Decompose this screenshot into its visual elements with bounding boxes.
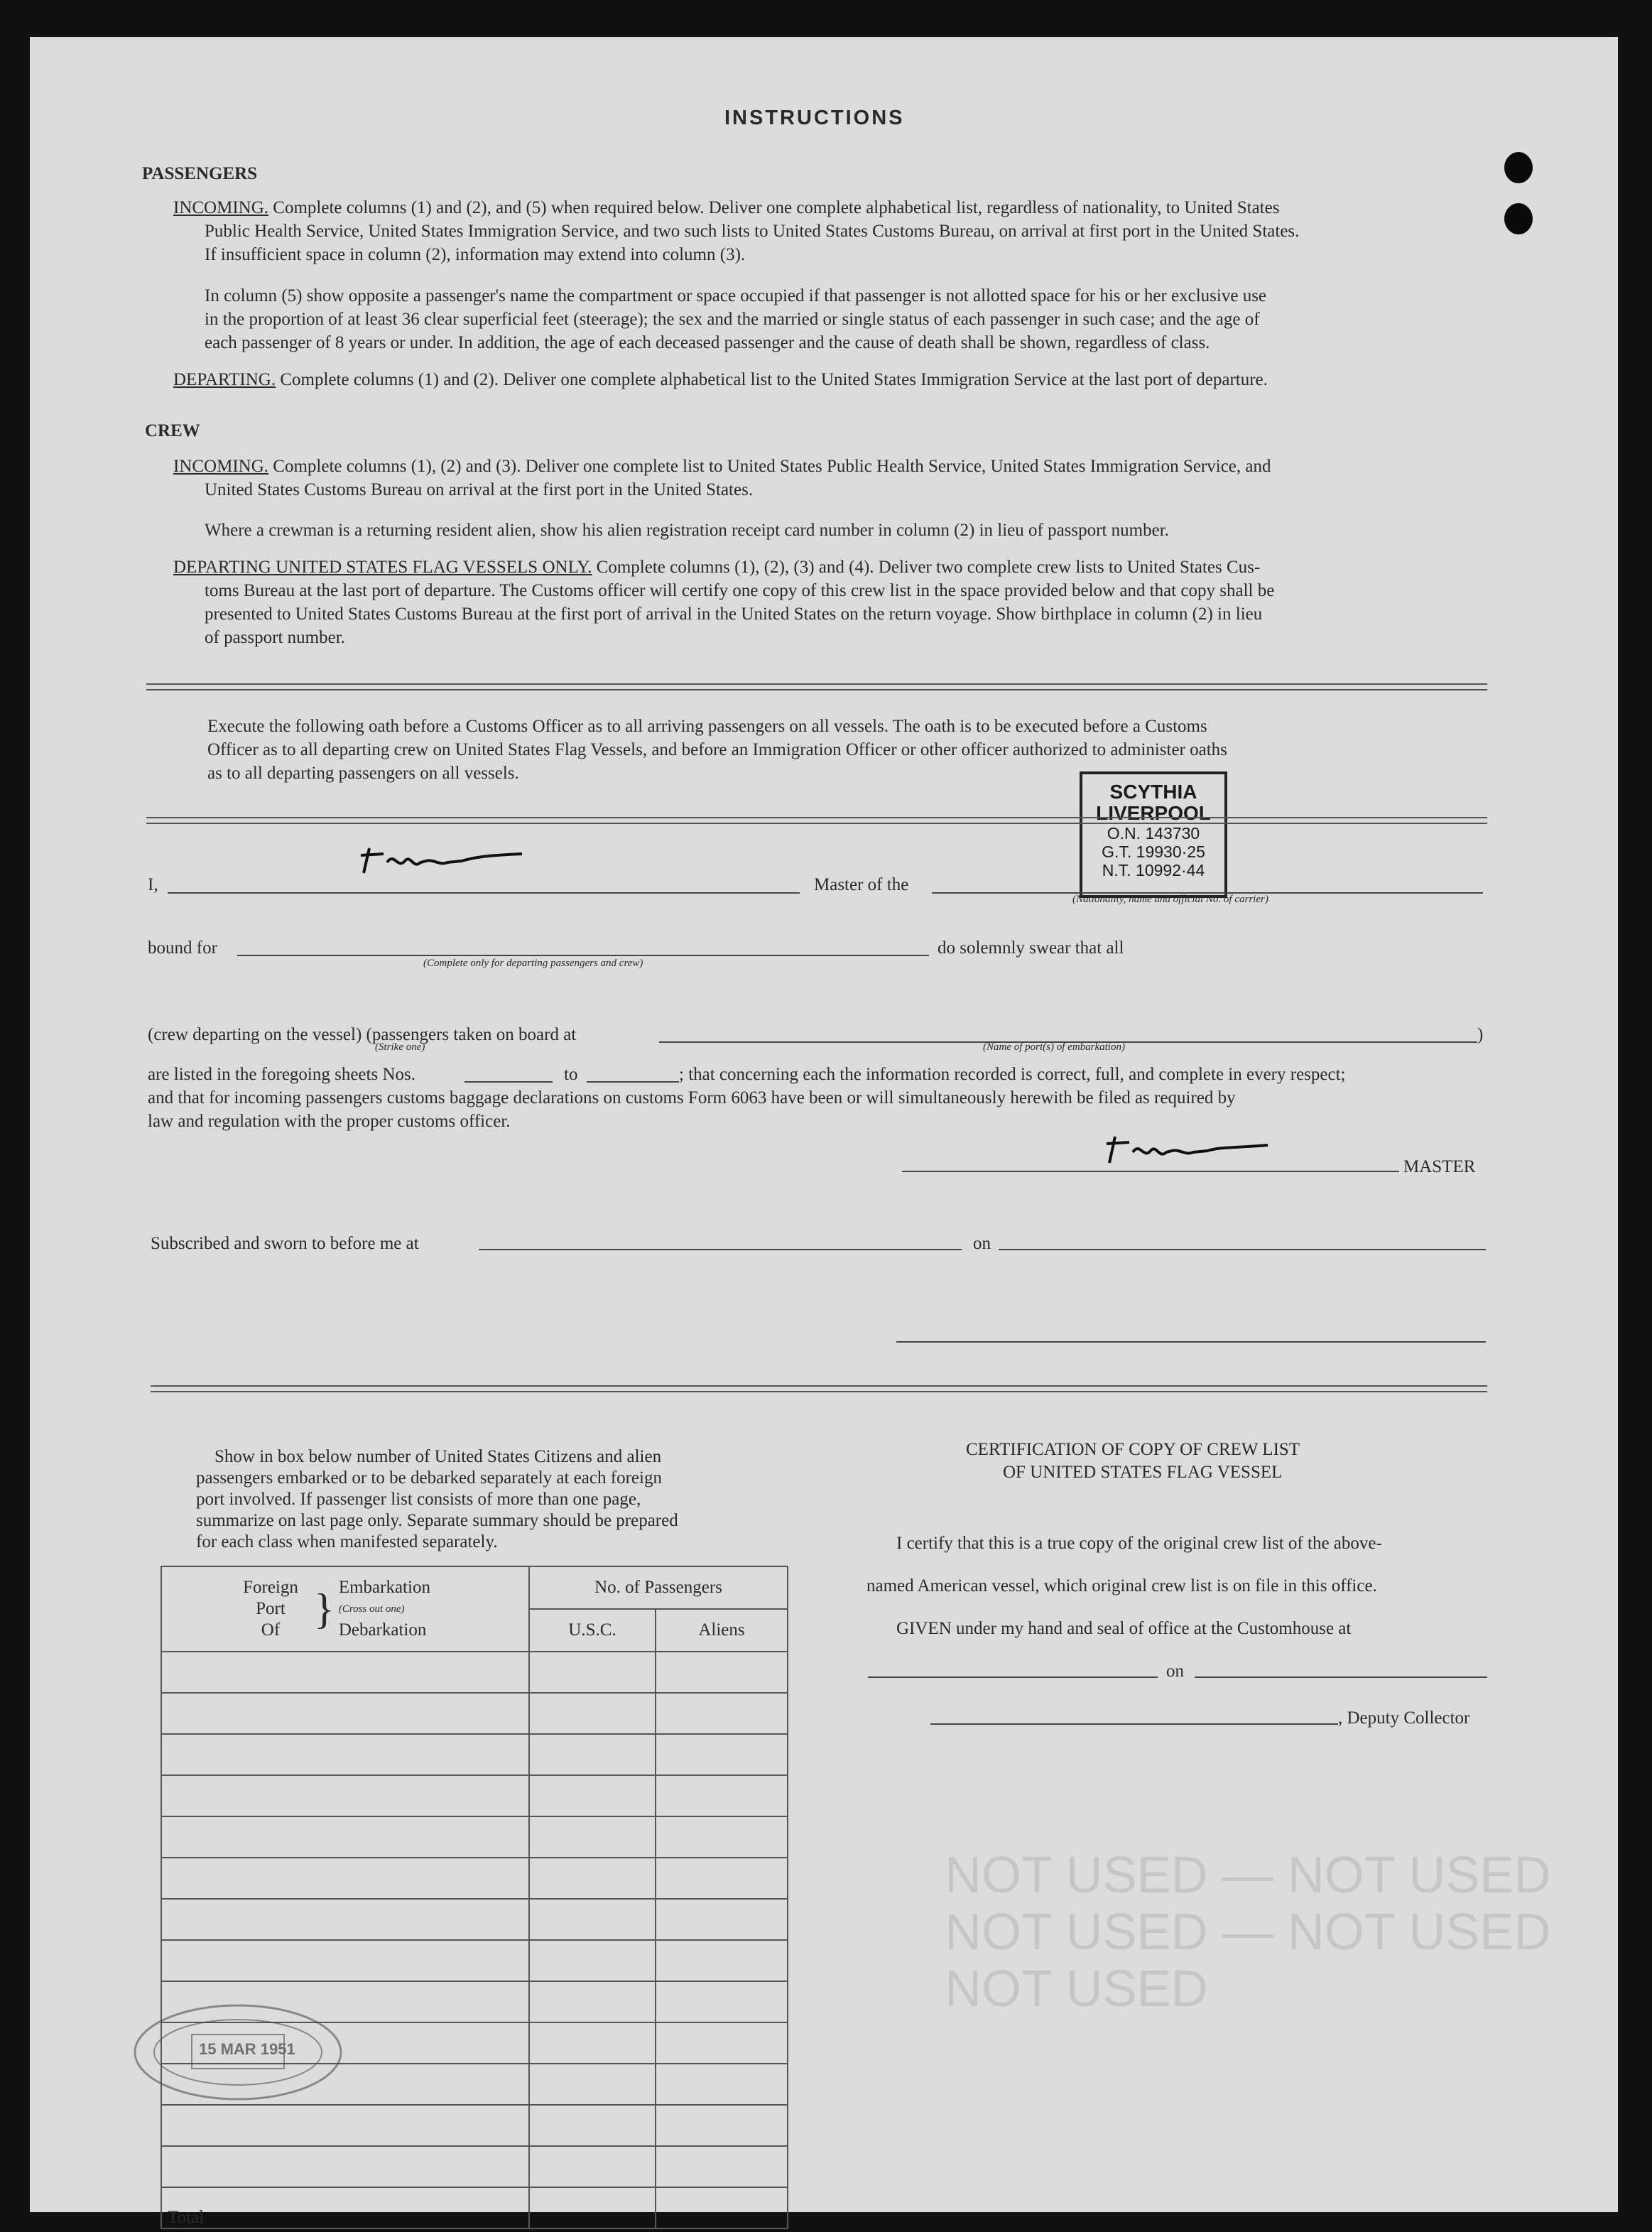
- crew-flag-l3: presented to United States Customs Bureau at the first port of arrival in the United States on the return voyage. Show birthplace in column (2) in lieu: [205, 605, 1263, 624]
- date-stamp-text: 15 MAR 1951: [199, 2040, 295, 2058]
- cert-l2: named American vessel, which original crew list is on file in this office.: [866, 1576, 1377, 1596]
- port-cell[interactable]: [161, 1775, 529, 1816]
- col5-l3: each passenger of 8 years or under. In addition, the age of each deceased passenger and the cause of death shall be shown, regardless of class.: [205, 333, 1210, 352]
- usc-cell[interactable]: [529, 1816, 656, 1858]
- usc-cell[interactable]: [529, 1858, 656, 1899]
- usc-cell[interactable]: [529, 1693, 656, 1734]
- ports-caption: (Name of port(s) of embarkation): [983, 1041, 1125, 1053]
- port-cell[interactable]: [161, 1734, 529, 1775]
- listed-sheets-b: ; that concerning each the information recorded is correct, full, and complete in every respect;: [679, 1065, 1346, 1084]
- port-cell[interactable]: [161, 1940, 529, 1981]
- master-signature-1: [355, 841, 533, 884]
- aliens-total-cell[interactable]: [656, 2187, 788, 2228]
- usc-cell[interactable]: [529, 1775, 656, 1816]
- stamp-ship-name: SCYTHIA: [1109, 781, 1197, 803]
- master-signature-2: [1101, 1131, 1278, 1174]
- master-of-label: Master of the: [814, 875, 909, 894]
- usc-cell[interactable]: [529, 2146, 656, 2187]
- stamp-gt: G.T. 19930·25: [1102, 843, 1205, 861]
- strike-one-caption: (Strike one): [375, 1041, 425, 1053]
- table-row: [161, 2146, 788, 2187]
- cert-on: on: [1166, 1662, 1184, 1681]
- crew-resident: Where a crewman is a returning resident alien, show his alien registration receipt card number in column (2) in lieu of passport number.: [205, 521, 1169, 540]
- aliens-cell[interactable]: [656, 1981, 788, 2022]
- total-label: Total: [161, 2187, 529, 2228]
- passengers-incoming-l3: If insufficient space in column (2), information may extend into column (3).: [205, 245, 746, 264]
- usc-cell[interactable]: [529, 2022, 656, 2064]
- cert-customhouse-line: [868, 1676, 1158, 1678]
- listed-l3: law and regulation with the proper customs officer.: [148, 1112, 511, 1131]
- aliens-header: Aliens: [656, 1609, 788, 1652]
- aliens-cell[interactable]: [656, 2105, 788, 2146]
- listed-to: to: [564, 1065, 578, 1084]
- divider-3: [151, 1385, 1487, 1392]
- usc-total-cell[interactable]: [529, 2187, 656, 2228]
- crew-incoming: [173, 455, 1271, 478]
- aliens-cell[interactable]: [656, 1693, 788, 1734]
- usc-cell[interactable]: [529, 1734, 656, 1775]
- swear-text: do solemnly swear that all: [938, 938, 1124, 958]
- usc-cell[interactable]: [529, 1899, 656, 1940]
- aliens-cell[interactable]: [656, 1940, 788, 1981]
- table-row: [161, 1899, 788, 1940]
- stamp-on: O.N. 143730: [1107, 824, 1200, 843]
- crew-flag-l2: toms Bureau at the last port of departure. The Customs officer will certify one copy of this crew list in the space provided below and that copy shall be: [205, 581, 1275, 600]
- col5-l2: in the proportion of at least 36 clear superficial feet (steerage); the sex and the married or single status of each passenger in such case; and the age of: [205, 310, 1260, 329]
- bound-for-line: [237, 955, 929, 956]
- listed-sheets-a: are listed in the foregoing sheets Nos.: [148, 1065, 415, 1084]
- passengers-incoming: [173, 196, 1279, 220]
- aliens-cell[interactable]: [656, 1652, 788, 1693]
- aliens-cell[interactable]: [656, 1734, 788, 1775]
- passengers-departing-label: DEPARTING.: [173, 370, 276, 389]
- stamp-port: LIVERPOOL: [1096, 802, 1211, 824]
- table-row: [161, 1940, 788, 1981]
- listed-l2: and that for incoming passengers customs baggage declarations on customs Form 6063 have been or will simultaneously herewith be filed as required by: [148, 1088, 1236, 1107]
- table-row: [161, 1816, 788, 1858]
- punch-hole-top: [1504, 152, 1533, 183]
- summary-l3: port involved. If passenger list consists of more than one page,: [196, 1490, 641, 1509]
- aliens-cell[interactable]: [656, 2146, 788, 2187]
- table-header-row: [161, 1566, 788, 1609]
- master-signature-line: [902, 1171, 1399, 1172]
- bound-for-caption: (Complete only for departing passengers and crew): [423, 958, 643, 969]
- page-title: INSTRUCTIONS: [724, 107, 905, 129]
- oath-i: I,: [148, 875, 158, 894]
- crew-incoming-label: INCOMING.: [173, 457, 269, 476]
- aliens-cell[interactable]: [656, 1775, 788, 1816]
- port-cell[interactable]: [161, 1652, 529, 1693]
- summary-l5: for each class when manifested separately.: [196, 1532, 498, 1551]
- sheet-to-line: [587, 1081, 679, 1083]
- port-cell[interactable]: [161, 1858, 529, 1899]
- officer-signature-line: [896, 1341, 1486, 1343]
- crew-flag-l4: of passport number.: [205, 628, 345, 647]
- table-row: [161, 1652, 788, 1693]
- passengers-incoming-l2: Public Health Service, United States Immigration Service, and two such lists to United States Customs Bureau, on arrival at first port in the United States.: [205, 222, 1300, 241]
- close-paren: ): [1477, 1025, 1484, 1044]
- bleed-through: NOT USED — NOT USED NOT USED — NOT USED NOT USED: [945, 1847, 1551, 2017]
- cert-heading-1: CERTIFICATION OF COPY OF CREW LIST: [966, 1440, 1300, 1459]
- usc-cell[interactable]: [529, 2105, 656, 2146]
- cross-out-caption: (Cross out one): [338, 1603, 405, 1615]
- usc-header: U.S.C.: [529, 1609, 656, 1652]
- summary-l4: summarize on last page only. Separate summary should be prepared: [196, 1511, 678, 1530]
- sheet-from-line: [464, 1081, 553, 1083]
- table-row: [161, 1775, 788, 1816]
- cert-heading-2: OF UNITED STATES FLAG VESSEL: [1003, 1463, 1283, 1482]
- deputy-collector-label: , Deputy Collector: [1338, 1708, 1470, 1728]
- oath-intro-l1: Execute the following oath before a Customs Officer as to all arriving passengers on all vessels. The oath is to be executed before a Customs: [207, 717, 1207, 736]
- crew-flag-label: DEPARTING UNITED STATES FLAG VESSELS ONLY.: [173, 558, 592, 577]
- subscribed-date-line: [999, 1249, 1486, 1250]
- usc-cell[interactable]: [529, 1940, 656, 1981]
- crew-incoming-l2: United States Customs Bureau on arrival at the first port in the United States.: [205, 480, 754, 499]
- port-cell[interactable]: [161, 1899, 529, 1940]
- divider-1: [146, 683, 1487, 690]
- bound-for-label: bound for: [148, 938, 217, 958]
- foreign-label: Foreign: [243, 1578, 298, 1597]
- port-cell[interactable]: [161, 2105, 529, 2146]
- deputy-signature-line: [930, 1723, 1338, 1725]
- carrier-caption: (Nationality, name and official No. of carrier): [1072, 894, 1268, 905]
- divider-2: [146, 817, 1487, 824]
- cert-date-line: [1195, 1676, 1487, 1678]
- of-label: Of: [261, 1620, 281, 1640]
- table-row: [161, 1693, 788, 1734]
- passengers-incoming-label: INCOMING.: [173, 198, 269, 217]
- summary-l2: passengers embarked or to be debarked separately at each foreign: [196, 1468, 662, 1488]
- table-row: [161, 1734, 788, 1775]
- aliens-cell[interactable]: [656, 1816, 788, 1858]
- port-label: Port: [256, 1599, 286, 1618]
- aliens-cell[interactable]: [656, 1899, 788, 1940]
- stamp-nt: N.T. 10992·44: [1102, 861, 1205, 879]
- passengers-departing-text: Complete columns (1) and (2). Deliver one complete alphabetical list to the United States Immigration Service at the last port of departure.: [280, 370, 1268, 389]
- debarkation-label: Debarkation: [338, 1620, 427, 1640]
- brace-glyph: }: [314, 1586, 335, 1632]
- aliens-cell[interactable]: [656, 2022, 788, 2064]
- port-cell[interactable]: [161, 1693, 529, 1734]
- subscribed-label: Subscribed and sworn to before me at: [151, 1234, 419, 1253]
- passenger-summary-table: [161, 1566, 788, 2229]
- punch-hole-bottom: [1504, 203, 1533, 234]
- master-label: MASTER: [1403, 1157, 1476, 1176]
- cert-l3: GIVEN under my hand and seal of office at the Customhouse at: [896, 1619, 1352, 1638]
- crew-flag-l1: Complete columns (1), (2), (3) and (4). Deliver two complete crew lists to United States Cus-: [596, 558, 1261, 577]
- passengers-departing: [173, 368, 1268, 391]
- usc-cell[interactable]: [529, 2064, 656, 2105]
- table-row: [161, 2105, 788, 2146]
- subscribed-on: on: [973, 1234, 991, 1253]
- passengers-incoming-text: Complete columns (1) and (2), and (5) when required below. Deliver one complete alphabetical list, regardless of nationality, to United States: [273, 198, 1280, 217]
- embarkation-label: Embarkation: [338, 1578, 430, 1597]
- col5-l1: In column (5) show opposite a passenger's name the compartment or space occupied if that passenger is not allotted space for his or her exclusive use: [205, 286, 1267, 305]
- oath-intro-l3: as to all departing passengers on all vessels.: [207, 764, 519, 783]
- cert-l1: I certify that this is a true copy of the original crew list of the above-: [896, 1534, 1382, 1553]
- crew-incoming-l1: Complete columns (1), (2) and (3). Deliver one complete list to United States Public Health Service, United States Immigration Service, and: [273, 457, 1271, 476]
- usc-cell[interactable]: [529, 1981, 656, 2022]
- passengers-heading: PASSENGERS: [142, 164, 258, 183]
- usc-cell[interactable]: [529, 1652, 656, 1693]
- table-row: [161, 1858, 788, 1899]
- summary-l1: Show in box below number of United States Citizens and alien: [214, 1447, 662, 1466]
- port-header-cell: [161, 1566, 529, 1652]
- port-cell[interactable]: [161, 2146, 529, 2187]
- aliens-cell[interactable]: [656, 2064, 788, 2105]
- crew-departing-text: (crew departing on the vessel) (passengers taken on board at: [148, 1025, 577, 1044]
- oath-intro-l2: Officer as to all departing crew on United States Flag Vessels, and before an Immigration Officer or other officer authorized to administer oaths: [207, 740, 1227, 759]
- crew-heading: CREW: [145, 421, 200, 440]
- no-passengers-header: No. of Passengers: [529, 1566, 788, 1609]
- ship-stamp: [1080, 771, 1227, 898]
- subscribed-place-line: [479, 1249, 962, 1250]
- port-cell[interactable]: [161, 1816, 529, 1858]
- crew-flag: [173, 556, 1260, 579]
- table-total-row: [161, 2187, 788, 2228]
- aliens-cell[interactable]: [656, 1858, 788, 1899]
- master-name-line: [168, 892, 800, 894]
